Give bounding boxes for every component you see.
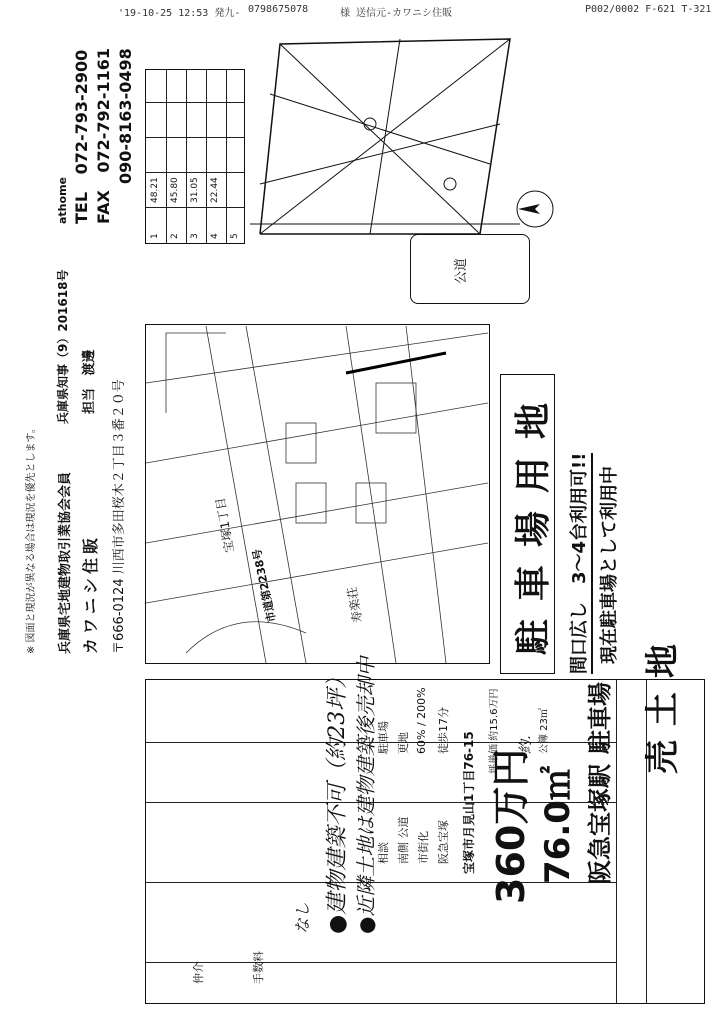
property-flyer	[20, 24, 720, 1004]
sale-station: 阪急宝塚駅	[586, 764, 614, 884]
sale-ratio: 60% / 200%	[415, 687, 428, 754]
headline-sub1: 間口広し 3～4台利用可!!	[565, 453, 593, 674]
table-cell: 5	[230, 233, 240, 239]
road-label: 公道	[454, 257, 469, 284]
survey-table	[145, 69, 245, 244]
restriction-1: ●建物建築不可（約23坪）	[325, 666, 350, 934]
fax-datetime: '19-10-25 12:53 発九-	[118, 8, 241, 19]
sale-status: 更地	[397, 732, 410, 754]
street-name-1: 宝塚1丁目	[213, 496, 237, 554]
road-number: 市道第2238号	[250, 547, 279, 624]
sale-area-note: 公簿 23㎡	[539, 708, 550, 754]
hand-note: 約．	[518, 726, 534, 754]
headline-sub2: 現在駐車場として利用中	[599, 466, 620, 664]
fax-number-company: 072-792-1161	[94, 48, 113, 173]
fax-page: P002/0002 F-621 T-321	[585, 4, 712, 15]
table-cell: 31.05	[190, 177, 200, 203]
table-cell: 4	[210, 233, 220, 239]
sale-delivery: 相談	[377, 842, 390, 864]
restriction-2: ●近隣土地は建物建築後売却中	[354, 656, 378, 934]
street-name-2: 寿楽荘	[344, 585, 366, 624]
disclaimer-note: ※ 図面と現況が異なる場合は現況を優先とします。	[26, 423, 37, 654]
sale-current: 駐車場	[377, 721, 390, 754]
area-map	[145, 324, 490, 664]
sale-walk: 徒歩17分	[437, 707, 450, 754]
table-cell: 22.44	[210, 177, 220, 203]
footer-label-2: 手数料	[252, 951, 265, 984]
restriction-none: なし	[293, 901, 312, 934]
staff-name: 渡邊	[82, 349, 97, 376]
sale-price: 360万円	[489, 748, 533, 904]
tel-label: TEL	[72, 191, 91, 224]
athome-logo: athome	[56, 177, 69, 224]
staff-label: 担当	[82, 387, 97, 414]
company-name: カワニシ住販	[81, 533, 100, 654]
sale-area: 76.0㎡	[538, 766, 578, 884]
sale-title: 売土地	[643, 630, 683, 774]
fax-header	[0, 4, 728, 18]
mobile-number: 090-8163-0498	[116, 48, 135, 184]
license: 兵庫県知事（9）201618号	[56, 269, 70, 424]
parking-lot-outline	[410, 234, 530, 304]
headline-box	[500, 374, 555, 674]
fax-label: FAX	[94, 190, 113, 224]
table-cell: 1	[150, 233, 160, 239]
sale-use: 駐車場	[586, 682, 614, 754]
table-cell: 3	[190, 233, 200, 239]
fax-dest: 様 送信元-カワニシ住販	[340, 8, 453, 19]
sale-price-note: 坪単価 約15.6万円	[489, 688, 500, 774]
fax-number: 0798675078	[248, 4, 309, 15]
table-cell: 2	[170, 233, 180, 239]
table-cell: 48.21	[150, 177, 160, 203]
company-address: 〒666-0124 川西市多田桜木２丁目３番２０号	[112, 379, 127, 654]
sale-road: 南側 公道	[397, 816, 410, 864]
table-cell: 45.80	[170, 177, 180, 203]
company-block	[20, 24, 140, 664]
footer-label-1: 仲介	[192, 962, 205, 984]
sale-zoning: 市街化	[417, 831, 430, 864]
lot-survey-sketch	[250, 29, 520, 244]
tel-number: 072-793-2900	[72, 49, 91, 175]
sale-location: 宝塚市月見山1丁目76-15	[462, 731, 476, 874]
sale-line: 阪急宝塚	[437, 820, 450, 864]
headline-main: 駐車場用地	[512, 384, 554, 655]
association: 兵庫県宅地建物取引業協会会員	[58, 471, 73, 654]
north-arrow-icon	[510, 184, 560, 234]
